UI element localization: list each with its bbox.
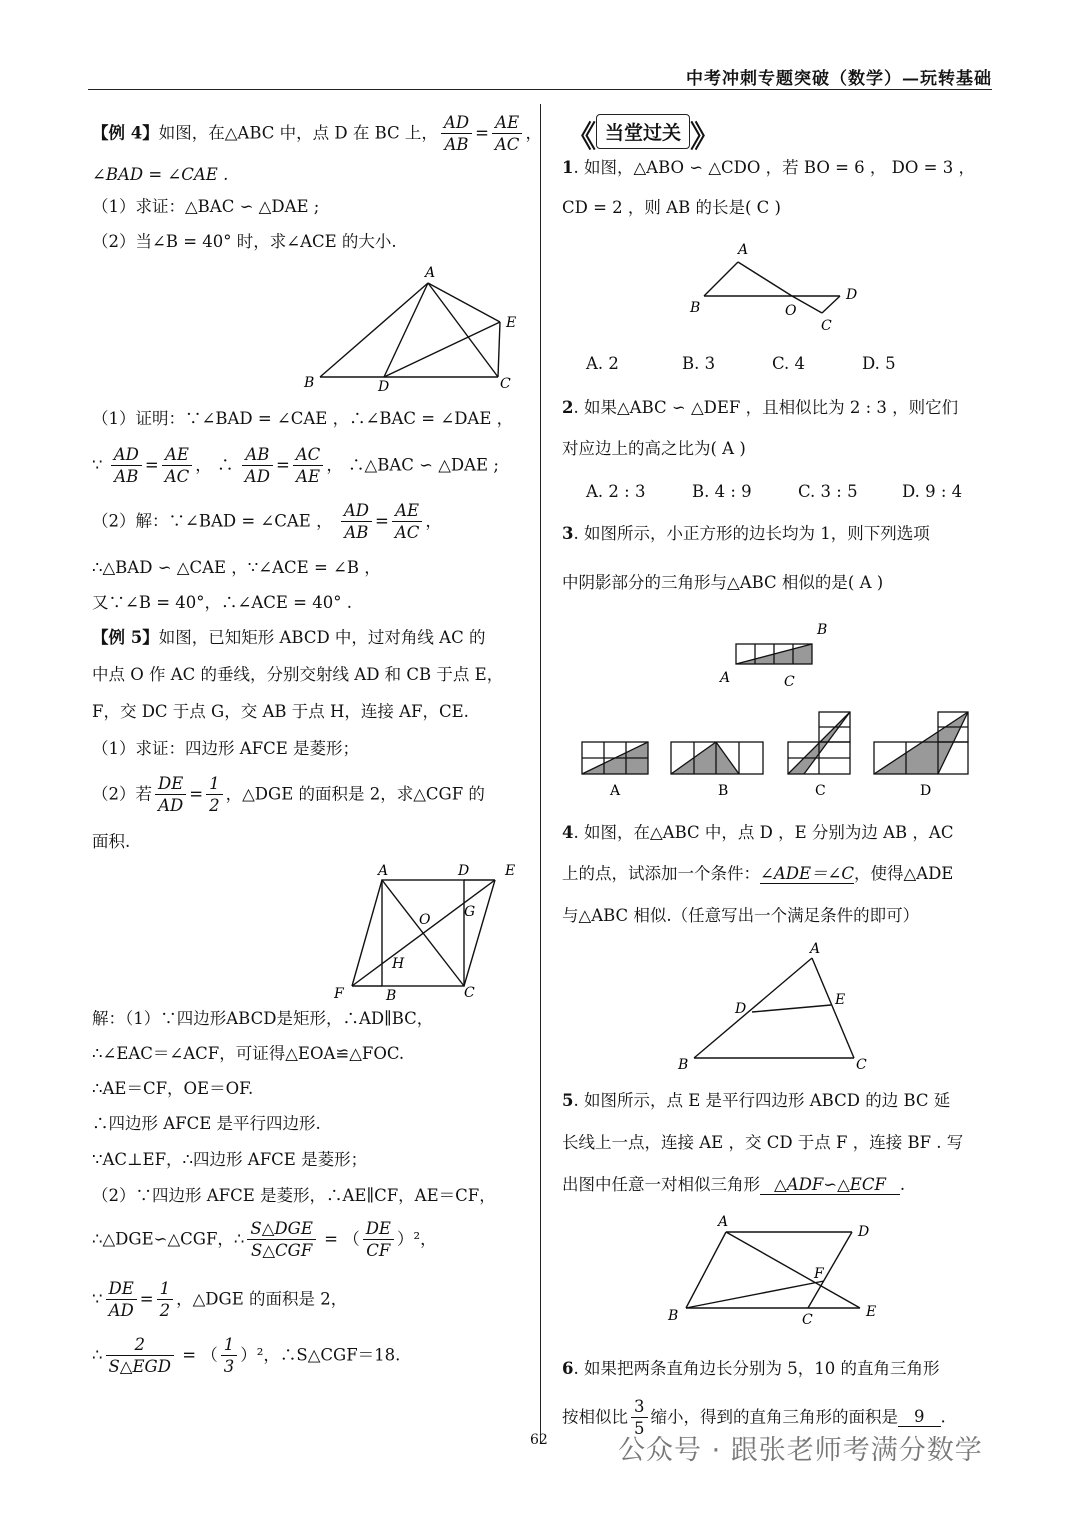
ex5-q2-post: ，△DGE 的面积是 2，求△CGF 的 [225,784,485,804]
p2-option-c: C. 3 : 5 [798,482,858,501]
ex4-s2-a-line: （2）解：∵∠BAD = ∠CAE ， $\frac{AD}{AB}$ = $\frac{AE}{AC}$ ， [92,501,442,543]
ex4-s1-frac4: $\frac{AC}{AE}$ [293,444,324,488]
ex4-comma: ， [525,123,542,143]
p2-options [586,484,962,501]
p4-l2-line [562,866,953,884]
ex4-s1-a: （1）证明：∵∠BAD = ∠CAE ，∴∠BAC = ∠DAE ， [92,409,514,428]
ex5-q2-end: 面积. [92,832,131,851]
ex5-a9-frac1: $\frac{2}{\text{S△EGD}}$ [106,1334,174,1378]
p3-option-label-c: C [815,783,826,799]
ex5-a8-line: ∵ $\frac{DE}{AD}$ = $\frac{1}{2}$ ，△DGE 的面积是 2， [92,1279,348,1321]
ex5-q2-line: （2）若 $\frac{DE}{AD}$ = $\frac{1}{2}$ ，△DGE 的面积是 2，求△CGF 的 [92,774,485,816]
p4-l2-pre: 上的点，试添加一个条件： [562,864,760,883]
p4-l1: . 如图，在△ABC 中，点 D ，E 分别为边 AB ，AC [573,823,954,842]
ex5-label-h: H [392,956,405,972]
ex4-stem-line [92,112,542,156]
p5-label-c: C [802,1312,813,1328]
p3-l2: 中阴影部分的三角形与△ABC 相似的是( A ) [562,573,884,592]
ex4-s1-frac2: $\frac{AE}{AC}$ [162,444,193,488]
p2-option-d: D. 9 : 4 [902,482,963,501]
p1-option-a: A. 2 [586,354,619,373]
ex4-s1-conclusion: ， ∴△BAC ∽ △DAE ; [326,455,499,475]
ex4-tag: 【例 4】 [92,123,159,143]
p1-number: 1 [562,158,574,177]
ex5-q2-frac1: $\frac{DE}{AD}$ [155,773,186,817]
ex5-label-e: E [505,863,516,879]
p4-label-a: A [810,941,821,957]
p1-figure [680,236,860,336]
p4-label-d: D [735,1001,747,1017]
ex5-l3: F，交 DC 于点 G，交 AB 于点 H，连接 AF，CE. [92,702,469,721]
badge-right-bracket-icon: 》 [690,120,721,155]
ex5-a7-line [92,1218,437,1262]
ex4-s2-c: 又∵∠B = 40°，∴∠ACE = 40° . [92,593,352,612]
ex5-a8-frac1: $\frac{DE}{AD}$ [106,1278,137,1322]
p1-l2: CD = 2 ，则 AB 的长是( C ) [562,198,781,217]
p3-number: 3 [562,524,574,543]
ex4-figure [296,262,526,397]
p4-answer: ∠ADE＝∠C [760,864,854,883]
ex4-s1-because: ∵ [92,455,103,475]
header-title: 中考冲刺专题突破（数学）—玩转基础 [686,69,992,89]
p3-options-figure [576,706,996,806]
ex5-a9-pre: ∴ [92,1345,103,1365]
ex4-label-e: E [506,315,517,331]
ex4-s2-frac1: $\frac{AD}{AB}$ [341,500,372,544]
ex4-label-b: B [304,375,315,391]
ex5-label-c: C [464,985,475,1001]
p5-l3-pre: 出图中任意一对相似三角形 [562,1175,760,1194]
ex5-a7-frac1: $\frac{\text{S△DGE}}{\text{S△CGF}}$ [247,1218,315,1262]
p6-l2-post: . [940,1407,946,1427]
p2-l1: . 如果△ABC ∽ △DEF ，且相似比为 2 : 3 ，则它们 [573,398,959,417]
p6-l2-mid: 缩小，得到的直角三角形的面积是 [650,1407,898,1427]
p5-l1: . 如图所示，点 E 是平行四边形 ABCD 的边 BC 延 [573,1091,951,1110]
p1-l1-line [562,160,975,177]
badge-left-bracket-icon: 《 [566,120,596,155]
watermark: 公众号 · 跟张老师考满分数学 [618,1435,983,1466]
ex5-a9-post: ）²，∴S△CGF＝18. [240,1345,401,1365]
p3-option-label-d: D [920,783,932,799]
ex5-q2-frac2: $\frac{1}{2}$ [206,773,223,817]
ex5-a3: ∴AE＝CF，OE＝OF. [92,1079,254,1098]
ex5-figure [330,858,530,1008]
ex5-label-o: O [419,912,431,928]
p5-label-a: A [718,1214,729,1230]
ex4-s2-frac2: $\frac{AE}{AC}$ [392,500,423,544]
ex4-s2-a: （2）解：∵∠BAD = ∠CAE ， [92,511,333,531]
p6-l2-pre: 按相似比 [562,1407,628,1427]
ex5-a7-mid: = （ [318,1229,360,1249]
p4-number: 4 [562,823,574,842]
p5-number: 5 [562,1091,574,1110]
p5-label-b: B [668,1308,679,1324]
ex4-stem-b: ∠BAD = ∠CAE . [92,165,229,184]
p1-label-d: D [846,287,858,303]
ex5-a5: ∵AC⊥EF，∴四边形 AFCE 是菱形； [92,1150,368,1169]
ex4-label-a: A [425,265,436,281]
p6-answer: 9 [898,1409,941,1427]
p3-l1: . 如图所示，小正方形的边长均为 1，则下列选项 [573,524,930,543]
p5-l2: 长线上一点，连接 AE ，交 CD 于点 F ，连接 BF . 写 [562,1133,964,1152]
p5-figure [664,1212,894,1330]
p5-answer: △ADF∽△ECF [760,1177,900,1195]
p1-label-a: A [738,242,749,258]
ex4-s1-b-line: ∵ $\frac{AD}{AB}$ = $\frac{AE}{AC}$ ， ∴ $\frac{AB}{AD}$ = $\frac{AC}{AE}$ ， ∴△BAC ∽ △DAE ; [92,445,499,487]
p1-option-d: D. 5 [862,354,896,373]
ex5-label-f: F [334,986,344,1002]
p1-label-b: B [690,300,701,316]
ex5-l1: 如图，已知矩形 ABCD 中，过对角线 AC 的 [158,628,486,647]
ex5-a7-post: ）²， [396,1229,437,1249]
ex5-a8-post: ，△DGE 的面积是 2， [176,1289,348,1309]
ex5-a2: ∴∠EAC＝∠ACF，可证得△EOA≌△FOC. [92,1044,405,1063]
p6-frac: $\frac{3}{5}$ [631,1396,648,1440]
p1-label-o: O [785,303,797,319]
p3-l1-line [562,526,930,543]
p4-l2-post: ，使得△ADE [853,864,954,883]
ex4-eq: = [475,123,489,143]
p1-option-c: C. 4 [772,354,806,373]
ex4-frac-ae-ac: $\frac{AE}{AC}$ [492,112,523,156]
p3-option-label-b: B [718,783,729,799]
p1-label-c: C [821,318,832,334]
p4-l1-line [562,825,953,842]
p5-label-f: F [814,1266,824,1282]
ex5-label-g: G [464,904,476,920]
p5-label-d: D [858,1224,870,1240]
ex5-l1-line [92,630,485,647]
ex5-a1: 解：（1）∵四边形ABCD是矩形，∴AD∥BC， [92,1009,434,1028]
p5-l3-line [562,1177,905,1195]
page-header [88,62,992,90]
p4-label-b: B [678,1057,689,1073]
p1-l1: . 如图，△ABO ∽ △CDO ，若 BO = 6 ， DO = 3 ， [573,158,975,177]
p6-number: 6 [562,1359,574,1378]
p3-option-label-a: A [610,783,621,799]
ex5-a8-frac2: $\frac{1}{2}$ [157,1278,174,1322]
p6-l1: . 如果把两条直角边长分别为 5，10 的直角三角形 [573,1359,940,1378]
ex5-a8-pre: ∵ [92,1289,103,1309]
p2-option-a: A. 2 : 3 [586,482,646,501]
ex5-a6: （2）∵四边形 AFCE 是菱形，∴AE∥CF，AE＝CF， [92,1186,496,1205]
p5-l3-post: . [899,1175,906,1194]
p5-l1-line [562,1093,950,1110]
section-title: 当堂过关 [596,114,690,149]
p5-label-e: E [866,1304,877,1320]
page-number: 62 [530,1432,548,1448]
ex4-label-d: D [378,379,390,395]
ex5-q2-pre: （2）若 [92,784,152,804]
p2-l2: 对应边上的高之比为( A ) [562,439,746,458]
p2-option-b: B. 4 : 9 [692,482,752,501]
ex4-label-c: C [500,376,511,392]
ex5-a4: ∴四边形 AFCE 是平行四边形. [92,1114,321,1133]
p3-label-a: A [720,670,731,686]
p3-label-b: B [817,622,828,638]
p4-figure [670,938,880,1073]
ex5-a7-pre: ∴△DGE∽△CGF，∴ [92,1229,245,1249]
ex4-q2: （2）当∠B = 40° 时，求∠ACE 的大小. [92,232,397,251]
ex4-s1-frac3: $\frac{AB}{AD}$ [242,444,273,488]
ex5-l2: 中点 O 作 AC 的垂线，分别交射线 AD 和 CB 于点 E， [92,665,504,684]
ex4-s1-frac1: $\frac{AD}{AB}$ [111,444,142,488]
ex5-tag: 【例 5】 [92,628,159,647]
ex5-label-a: A [378,863,389,879]
p1-options [586,356,896,373]
ex5-a9-frac2: $\frac{1}{3}$ [221,1334,238,1378]
ex5-label-d: D [458,863,470,879]
p4-label-e: E [835,992,846,1008]
ex4-frac-ad-ab: $\frac{AD}{AB}$ [441,112,472,156]
p2-l1-line [562,400,958,417]
p4-l3: 与△ABC 相似.（任意写出一个满足条件的即可） [562,906,920,925]
section-badge [566,112,721,155]
ex5-a9-mid: = （ [176,1345,218,1365]
p1-option-b: B. 3 [682,354,716,373]
p4-label-c: C [856,1057,867,1073]
ex5-a9-line [92,1334,400,1378]
p6-l1-line [562,1361,939,1378]
ex4-s1-therefore: ， ∴ [195,455,234,475]
p3-label-c: C [784,674,795,690]
p3-main-figure [714,618,834,693]
ex4-q1: （1）求证：△BAC ∽ △DAE ; [92,197,320,216]
ex4-stem-a: 如图，在△ABC 中，点 D 在 BC 上， [158,123,438,143]
ex5-label-b: B [386,988,397,1004]
column-divider [540,104,541,1444]
p2-number: 2 [562,398,574,417]
ex5-q1: （1）求证：四边形 AFCE 是菱形； [92,739,360,758]
ex5-a7-frac2: $\frac{DE}{CF}$ [363,1218,394,1262]
ex4-s2-b: ∴△BAD ∽ △CAE ，∵∠ACE = ∠B ， [92,558,381,577]
